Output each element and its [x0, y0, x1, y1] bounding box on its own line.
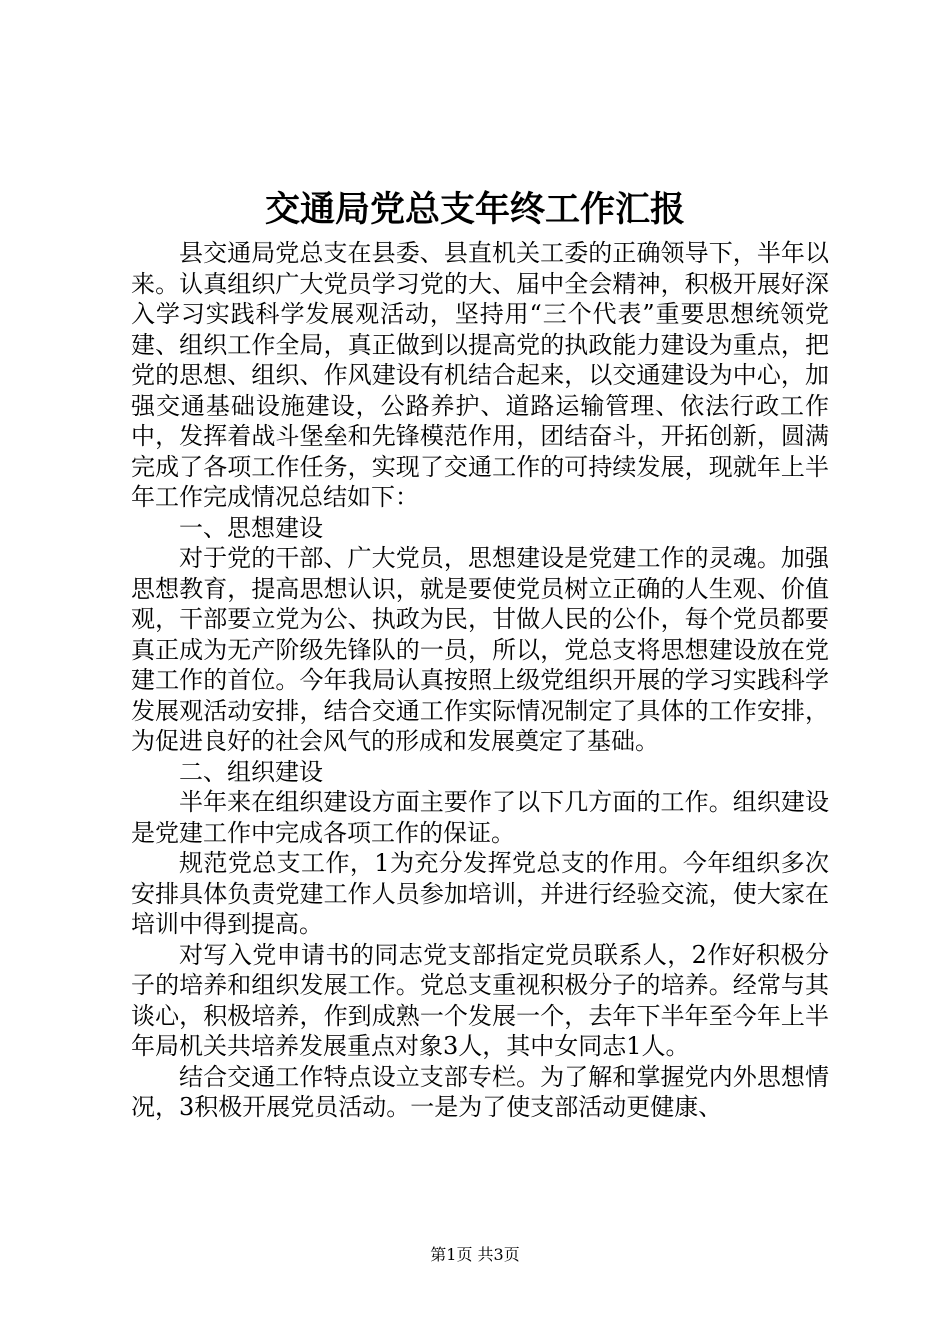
intro-paragraph: 县交通局党总支在县委、县直机关工委的正确领导下，半年以来。认真组织广大党员学习党的大、届中全会精神，积极开展好深入学习实践科学发展观活动，坚持用“三个代表”重要思想统领党建、组织工作全局，真正做到以提高党的执政能力建设为重点，把党的思想、组织、作风建设有机结合起来，以交通建设为中心，加强交通基础设施建设，公路养护、道路运输管理、依法行政工作中，发挥着战斗堡垒和先锋模范作用，团结奋斗，开拓创新，圆满完成了各项工作任务，实现了交通工作的可持续发展，现就年上半年工作完成情况总结如下：	[131, 239, 829, 511]
organization-paragraph-3: 对写入党申请书的同志党支部指定党员联系人，2作好积极分子的培养和组织发展工作。党总支重视积极分子的培养。经常与其谈心，积极培养，作到成熟一个发展一个，去年下半年至今年上半年局机关共培养发展重点对象3人，其中女同志1人。	[131, 940, 829, 1060]
document-title: 交通局党总支年终工作汇报	[264, 189, 685, 230]
section-heading-ideology: 一、思想建设	[179, 513, 323, 542]
organization-paragraph-4: 结合交通工作特点设立支部专栏。为了解和掌握党内外思想情况，3积极开展党员活动。一是为了使支部活动更健康、	[131, 1062, 829, 1121]
organization-paragraph-1: 半年来在组织建设方面主要作了以下几方面的工作。组织建设是党建工作中完成各项工作的保证。	[131, 788, 829, 847]
ideology-paragraph: 对于党的干部、广大党员，思想建设是党建工作的灵魂。加强思想教育，提高思想认识，就是要使党员树立正确的人生观、价值观，干部要立党为公、执政为民，甘做人民的公仆，每个党员都要真正成为无产阶级先锋队的一员，所以，党总支将思想建设放在党建工作的首位。今年我局认真按照上级党组织开展的学习实践科学发展观活动安排，结合交通工作实际情况制定了具体的工作安排，为促进良好的社会风气的形成和发展奠定了基础。	[131, 544, 829, 755]
document-body	[131, 238, 829, 1123]
page-number-footer: 第1页 共3页	[430, 1245, 520, 1264]
organization-paragraph-2: 规范党总支工作，1为充分发挥党总支的作用。今年组织多次安排具体负责党建工作人员参加培训，并进行经验交流，使大家在培训中得到提高。	[131, 849, 829, 938]
section-heading-organization: 二、组织建设	[179, 757, 323, 786]
